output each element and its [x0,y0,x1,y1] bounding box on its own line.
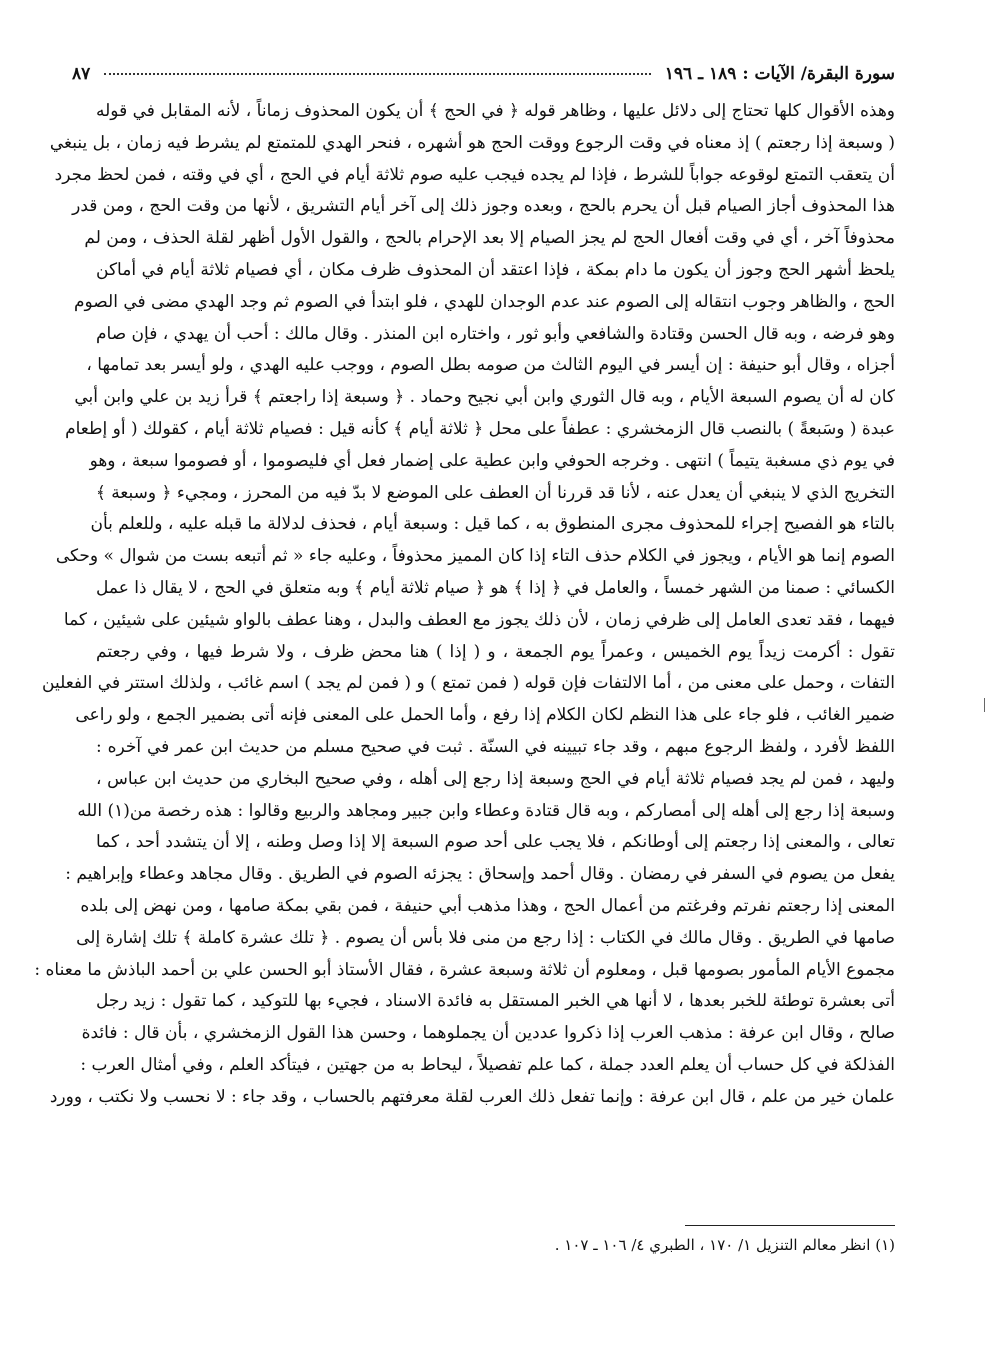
running-header [72,58,895,90]
text-line: عبدة ( وسَبعةً ) بالنصب قال الزمخشري : عطفاً على محل ﴿ ثلاثة أيام ﴾ كأنه قيل : فصيام ثلاثة أيام ، كقولك ( أو إطعام [65,418,895,439]
text-line: الصوم إنما هو الأيام ، ويجوز في الكلام حذف التاء إذا كان المميز محذوفاً ، وعليه جاء « ثم أتبعه بست من شوال » وحكى [55,546,895,567]
text-line: الفذلكة في كل حساب أن يعلم العدد جملة ، كما علم تفصيلاً ، ليحاط به من جهتين ، فيتأكد العلم ، وفي أمثال العرب : [80,1054,895,1075]
header-title: سورة البقرة/ الآيات : ١٨٩ ـ ١٩٦ [664,64,895,84]
text-line: يلحظ أشهر الحج وجوز أن يكون ما دام بمكة ، فإذا اعتقد أن المحذوف ظرف مكان ، أي فصيام ثلاثة أيام في أماكن [96,259,895,280]
main-text [34,96,895,1114]
text-line: المعنى إذا رجعتم نفرتم وفرغتم من أعمال الحج ، وهذا مذهب أبي حنيفة ، فمن بقي بمكة صامها ، ومن نهض إلى بلده [80,895,895,916]
text-line: الكسائي : صمنا من الشهر خمساً ، والعامل في ﴿ إذا ﴾ هو ﴿ صيام ثلاثة أيام ﴾ وبه متعلق في الحج ، لا يقال ذا عمل [96,577,895,598]
text-line: هذا المحذوف أجاز الصيام قبل أن يحرم بالحج ، وبعده وجوز ذلك إلى آخر أيام التشريق ، لأنها من وقت الحج ، ومن قدر [72,196,895,217]
text-line: التخريج الذي لا ينبغي أن يعدل عنه ، لأنا قد قررنا أن العطف على الموضع لا بدّ فيه من المحرز ، ومجيء ﴿ وسبعة ﴾ [95,482,895,503]
text-line: في يوم ذي مسغبة يتيماً ) انتهى . وخرجه الحوفي وابن عطية على إضمار فعل أي فليصوموا ، أو فصوموا سبعة ، وهو [89,450,895,471]
text-line: اللفظ لأفرد ، ولفظ الرجوع مبهم ، وقد جاء تبيينه في السنّة . ثبت في صحيح مسلم من حديث ابن عمر في آخره : [96,736,895,757]
text-line: وسبعة إذا رجع إلى أهله إلى أمصاركم ، وبه قال قتادة وعطاء وابن جبير ومجاهد والربيع وقالوا : هذه رخصة من(١) الله [77,800,895,821]
text-line: علمان خير من علم ، قال ابن عرفة : وإنما تفعل ذلك العرب لقلة معرفتهم بالحساب ، وقد جاء : لا نحسب ولا نكتب ، وورد [49,1086,895,1107]
text-line: بالتاء هو الفصيح إجراء للمحذوف مجرى المنطوق به ، كما قيل : وسبعة أيام ، فحذف لدلالة ما قبله عليه ، وللعلم بأن [90,514,895,535]
text-line: تعالى ، والمعنى إذا رجعتم إلى أوطانكم ، فلا يجب على أحد صوم السبعة إلا إذا وصل وطنه ، إلا أن يتشدد أحد ، كما [96,832,895,853]
text-line: أن يتعقب التمتع لوقوعه جواباً للشرط ، فإذا لم يجده فيجب عليه صوم ثلاثة أيام في الحج ، أي في وقته ، فمن لحظ مجرد [54,164,895,185]
text-line: صالح ، وقال ابن عرفة : مذهب العرب إذا ذكروا عددين أن يجملوهما ، وحسن هذا القول الزمخشري ، بأن قال : فائدة [81,1023,895,1044]
text-line: فيهما ، فقد تعدى العامل إلى ظرفي زمان ، لأن ذلك يجوز مع العطف والبدل ، وهنا عطف بالواو شيئين على شيئين ، كما [63,609,895,630]
text-line: التفات ، وحمل على معنى من ، أما الالتفات فإن قوله ( فمن تمتع ) و ( فمن لم يجد ) اسم غائب ، ولذلك استتر في الفعلين [42,673,895,694]
footnote-separator [685,1225,895,1226]
text-line: محذوفاً آخر ، أي في وقت أفعال الحج لم يجز الصيام إلا بعد الإحرام بالحج ، والقول الأول أظهر لقلة الحذف ، ومن لم [84,228,895,249]
text-line: الحج ، والظاهر وجوب انتقاله إلى الصوم عند عدم الوجدان للهدي ، فلو ابتدأ في الصوم ثم وجد الهدي مضى في الصوم [74,291,895,312]
text-line: وهو فرضه ، وبه قال الحسن وقتادة والشافعي وأبو ثور ، واختاره ابن المنذر . وقال مالك : أحب أن يهدي ، فإن صام [96,323,895,344]
text-line: وهذه الأقوال كلها تحتاج إلى دلائل عليها ، وظاهر قوله ﴿ في الحج ﴾ أن يكون المحذوف زماناً ، لأنه المقابل في قوله [96,101,895,121]
text-line: وليهد ، فمن لم يجد فصيام ثلاثة أيام في الحج وسبعة إذا رجع إلى أهله ، وفي صحيح البخاري من حديث ابن عباس ، [96,768,895,789]
text-line: أجزاه ، وقال أبو حنيفة : إن أيسر في اليوم الثالث من صومه بطل الصوم ، ووجب عليه الهدي ، ولو أيسر بعد تمامها ، [86,355,895,376]
text-line: ضمير الغائب ، فلو جاء على هذا النظم لكان الكلام إذا رفع ، وأما الحمل على المعنى فإنه أتى بضمير الجمع ، ولو راعى [75,705,895,726]
page-number: ٨٧ [72,64,91,84]
text-line: مجموع الأيام المأمور بصومها قبل ، ومعلوم أن ثلاثة وسبعة عشرة ، فقال الأستاذ أبو الحسن علي بن أحمد الباذش ما معناه : [34,959,895,980]
header-dot-leader [104,73,651,75]
text-line: أتى بعشرة توطئة للخبر بعدها ، لا أنها هي الخبر المستقل به فائدة الاسناد ، فجيء بها للتوكيد ، كما تقول : زيد رجل [96,991,895,1012]
footnote: (١) انظر معالم التنزيل ١/ ١٧٠ ، الطبري ٤/ ١٠٦ ـ ١٠٧ . [554,1236,895,1254]
text-line: كان له أن يصوم السبعة الأيام ، وبه قال الثوري وابن أبي نجيح وحماد . ﴿ وسبعة إذا راجعتم ﴾ قرأ زيد بن علي وابن أبي [74,387,895,408]
text-line: ( وسبعة إذا رجعتم ) إذ معناه في وقت الرجوع ووقت الحج هو أشهره ، فنحر الهدي للمتمتع لم يشرط فيه زمان ، بل ينبغي [49,132,895,153]
text-line: تقول : أكرمت زيداً يوم الخميس ، وعمراً يوم الجمعة ، و ( إذا ) هنا محض ظرف ، ولا شرط فيها ، وفي رجعتم [96,641,895,662]
text-line: يفعل من يصوم في السفر في رمضان . وقال أحمد وإسحاق : يجزئه الصوم في الطريق . وقال مجاهد وعطاء وإبراهيم : [65,864,895,885]
text-line: صامها في الطريق . وقال مالك في الكتاب : إذا رجع من منى فلا بأس أن يصوم . ﴿ تلك عشرة كاملة ﴾ تلك إشارة إلى [76,927,895,948]
